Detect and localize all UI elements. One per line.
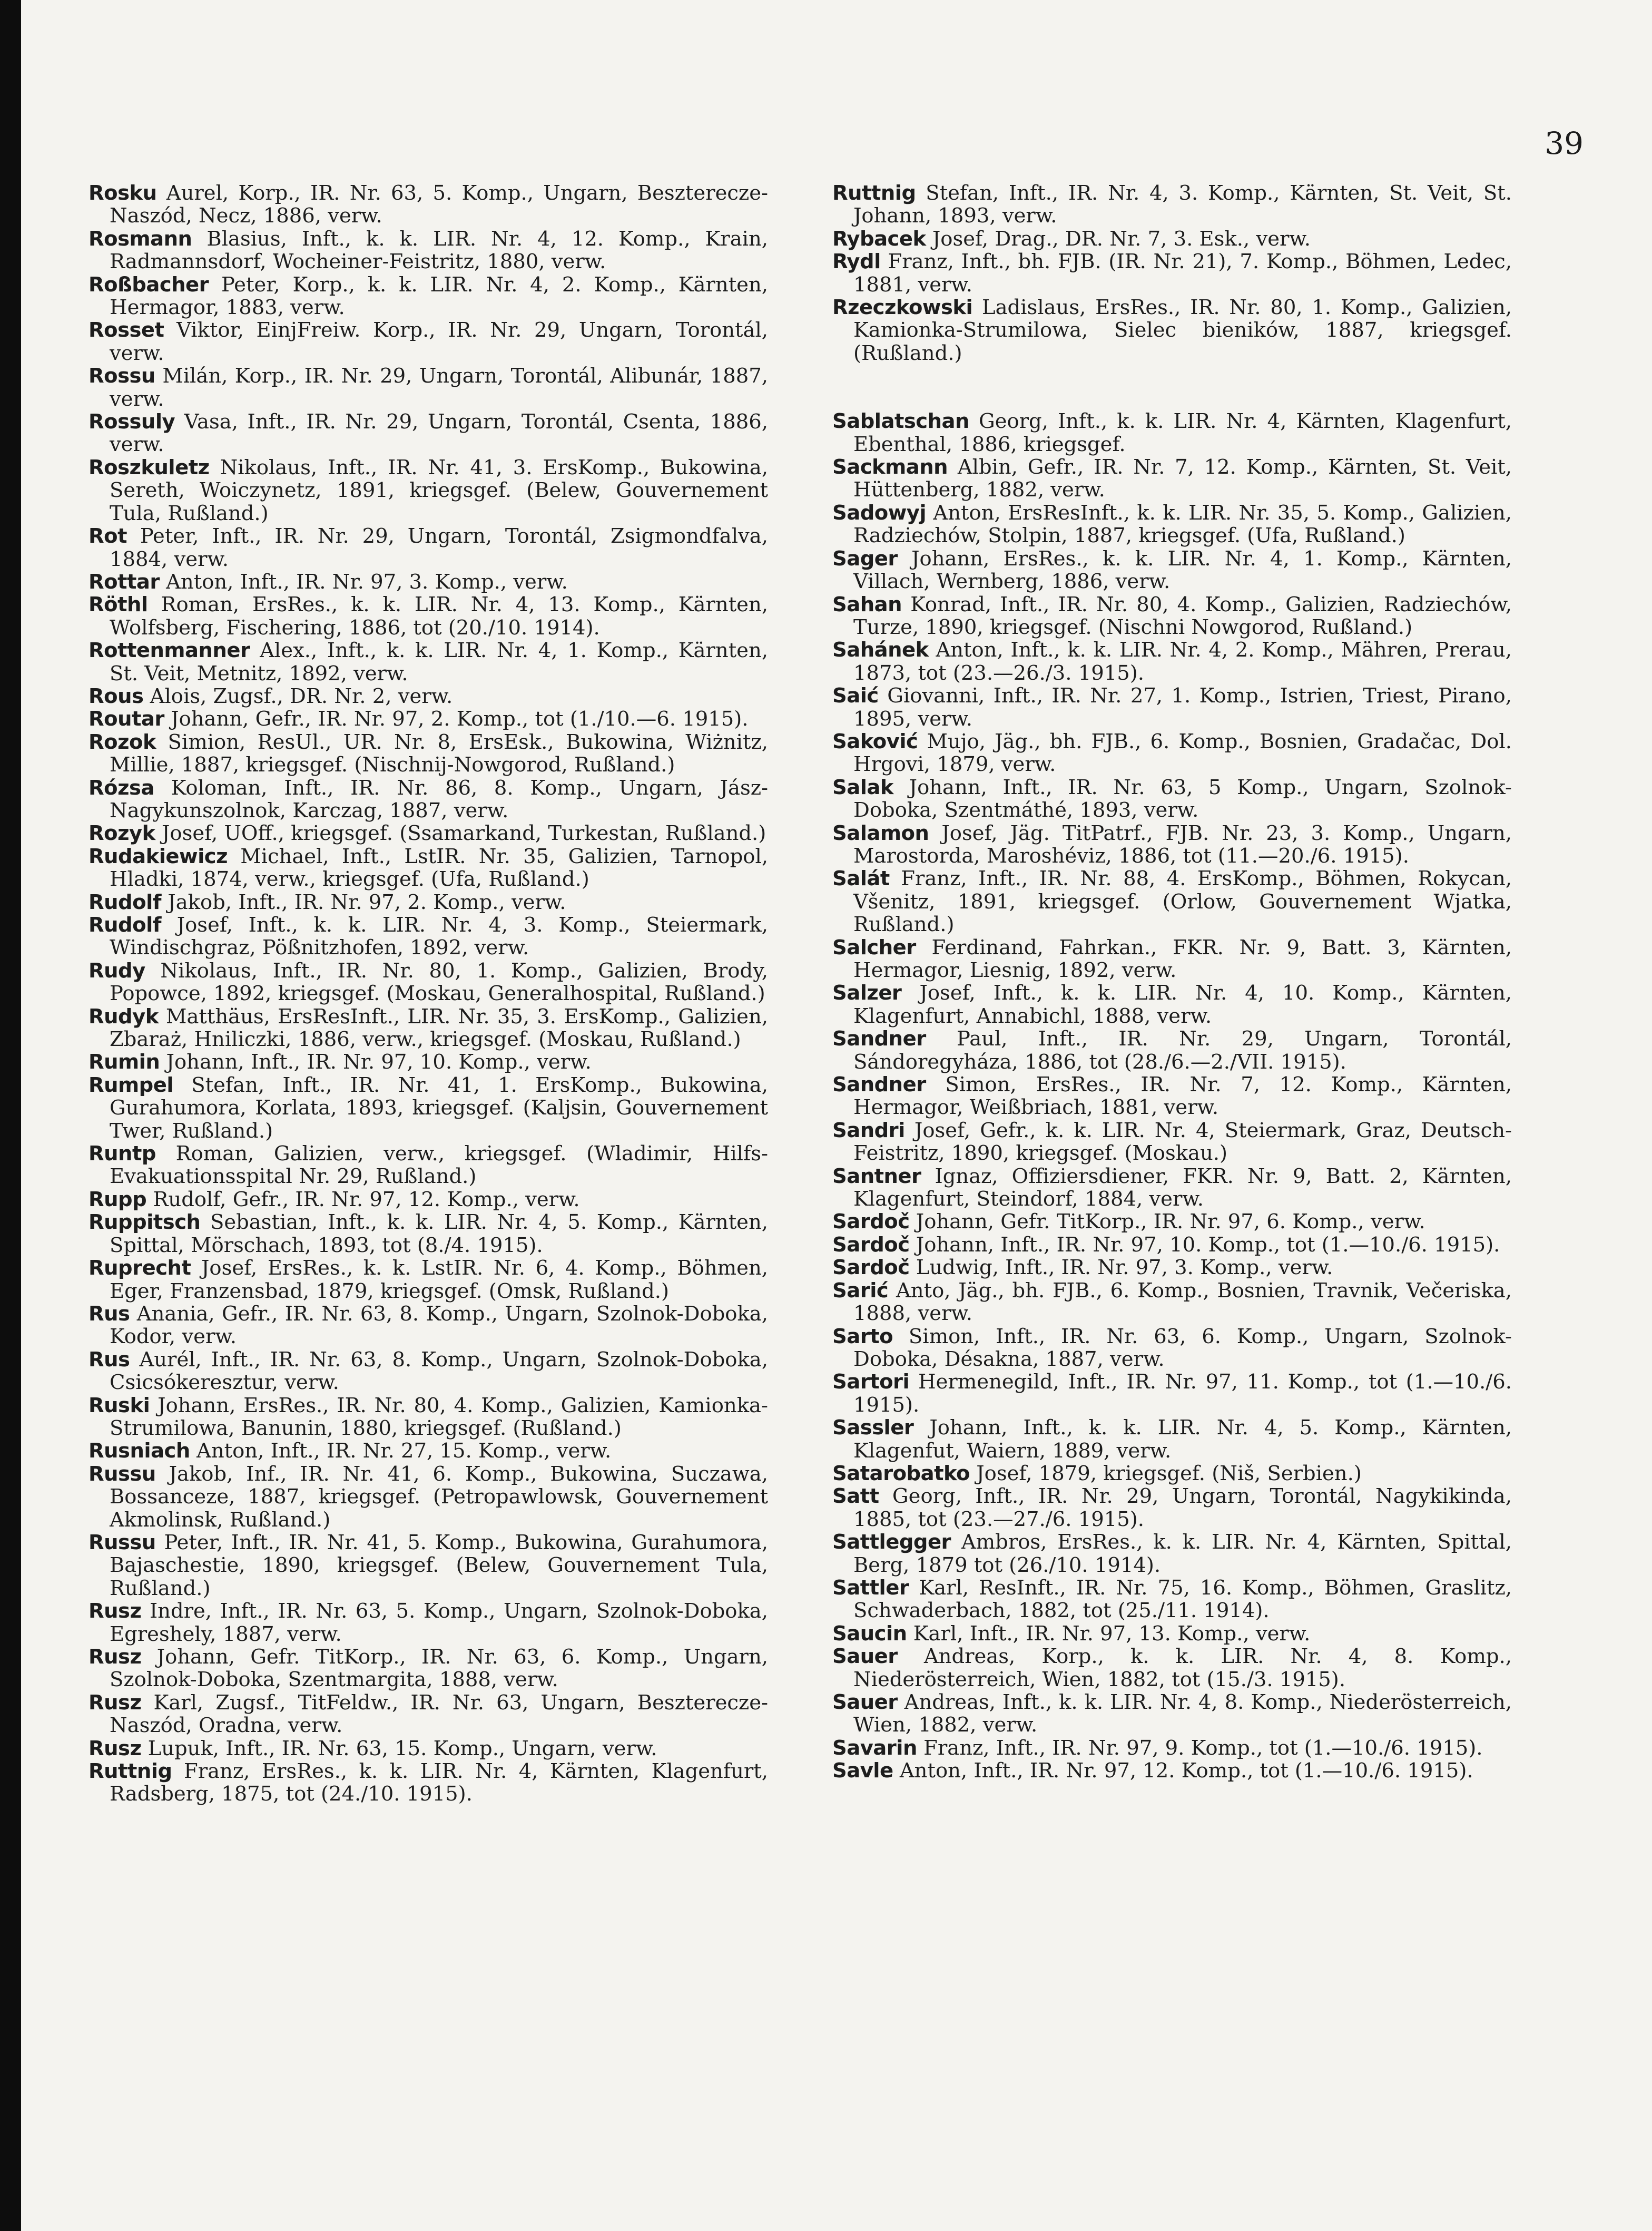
entry-details: Anton, Inft., k. k. LIR. Nr. 4, 2. Komp., Mähren, Prerau, 1873, tot (23.—26./3. 1915). [853, 638, 1512, 685]
register-entry [832, 1622, 1512, 1645]
entry-surname: Sardoč [832, 1210, 910, 1234]
register-entry [88, 365, 768, 410]
entry-surname: Salcher [832, 935, 916, 960]
register-entry [88, 319, 768, 365]
entry-surname: Routar [88, 707, 164, 731]
register-entry [832, 456, 1512, 502]
entry-surname: Sahánek [832, 638, 929, 662]
entry-surname: Rudy [88, 958, 145, 983]
register-entry [832, 684, 1512, 730]
entry-details: Anania, Gefr., IR. Nr. 63, 8. Komp., Ungarn, Szolnok-Doboka, Kodor, verw. [110, 1302, 768, 1349]
entry-surname: Rus [88, 1347, 130, 1372]
register-entry [88, 456, 768, 525]
entry-details: Ignaz, Offiziersdiener, FKR. Nr. 9, Batt. 2, Kärnten, Klagenfurt, Steindorf, 1884, verw. [853, 1164, 1512, 1211]
page-number: 39 [1545, 125, 1584, 161]
entry-details: Alois, Zugsf., DR. Nr. 2, verw. [150, 684, 453, 708]
entry-surname: Rus [88, 1302, 130, 1326]
entry-details: Anton, ErsResInft., k. k. LIR. Nr. 35, 5. Komp., Galizien, Radziechów, Stolpin, 1887, kriegsgef. (Ufa, Rußland.) [853, 501, 1512, 548]
register-entry [832, 1416, 1512, 1462]
entry-surname: Santner [832, 1164, 921, 1188]
register-entry [832, 547, 1512, 593]
register-entry [832, 822, 1512, 868]
right-column-s-entries [832, 410, 1512, 1782]
entry-details: Paul, Inft., IR. Nr. 29, Ungarn, Torontál, Sándoregyháza, 1886, tot (28./6.—2./VII. 1915). [853, 1027, 1512, 1074]
entry-details: Josef, Gefr., k. k. LIR. Nr. 4, Steiermark, Graz, Deutsch-Feistritz, 1890, kriegsgef. (Moskau.) [853, 1118, 1512, 1166]
register-entry [832, 1577, 1512, 1622]
entry-surname: Salamon [832, 821, 929, 845]
document-page [21, 0, 1652, 2231]
entry-surname: Rudakiewicz [88, 844, 228, 868]
register-entry [88, 1691, 768, 1737]
register-entry [88, 1760, 768, 1806]
entry-surname: Sattlegger [832, 1530, 951, 1554]
entry-details: Roman, ErsRes., k. k. LIR. Nr. 4, 13. Komp., Kärnten, Wolfsberg, Fischering, 1886, tot (20./10. 1914). [110, 593, 768, 640]
entry-details: Stefan, Inft., IR. Nr. 41, 1. ErsKomp., Bukowina, Gurahumora, Korlata, 1893, kriegsgef. (Kaljsin, Gouvernement Twer, Rußland.) [110, 1073, 768, 1143]
entry-surname: Russu [88, 1530, 156, 1554]
register-entry [832, 1462, 1512, 1485]
register-entry [88, 731, 768, 777]
register-entry [832, 639, 1512, 684]
entry-details: Sebastian, Inft., k. k. LIR. Nr. 4, 5. Komp., Kärnten, Spittal, Mörschach, 1893, tot (8./4. 1915). [110, 1210, 768, 1257]
entry-details: Anton, Inft., IR. Nr. 97, 3. Komp., verw. [166, 570, 568, 594]
register-entry [832, 593, 1512, 639]
entry-details: Andreas, Inft., k. k. LIR. Nr. 4, 8. Komp., Niederösterreich, Wien, 1882, verw. [853, 1690, 1512, 1737]
entry-details: Anton, Inft., IR. Nr. 97, 12. Komp., tot (1.—10./6. 1915). [899, 1759, 1473, 1783]
entry-details: Jakob, Inf., IR. Nr. 41, 6. Komp., Bukowina, Suczawa, Bossanceze, 1887, kriegsgef. (Petropawlowsk, Gouvernement Akmolinsk, Rußland.) [110, 1462, 768, 1532]
register-entry [832, 502, 1512, 547]
entry-surname: Savle [832, 1759, 893, 1783]
entry-surname: Rudolf [88, 890, 162, 914]
entry-details: Karl, Zugsf., TitFeldw., IR. Nr. 63, Ungarn, Beszterecze-Naszód, Oradna, verw. [110, 1690, 768, 1738]
register-entry [88, 273, 768, 319]
entry-surname: Röthl [88, 593, 148, 617]
entry-details: Johann, Inft., IR. Nr. 97, 10. Komp., tot (1.—10./6. 1915). [916, 1232, 1500, 1257]
entry-details: Franz, ErsRes., k. k. LIR. Nr. 4, Kärnten, Klagenfurt, Radsberg, 1875, tot (24./10. 1915). [110, 1759, 768, 1806]
entry-surname: Roßbacher [88, 272, 209, 297]
register-entry [88, 1600, 768, 1646]
entry-details: Josef, 1879, kriegsgef. (Niš, Serbien.) [976, 1461, 1362, 1485]
entry-surname: Sandri [832, 1118, 905, 1142]
register-entry [88, 1394, 768, 1440]
register-entry [88, 410, 768, 456]
entry-surname: Salzer [832, 981, 902, 1005]
register-entry [832, 228, 1512, 250]
entry-surname: Rybacek [832, 227, 926, 251]
register-entry [832, 1325, 1512, 1371]
entry-surname: Salát [832, 867, 890, 891]
entry-surname: Rudyk [88, 1004, 159, 1029]
entry-surname: Sahan [832, 592, 902, 617]
entry-details: Johann, Gefr. TitKorp., IR. Nr. 97, 6. Komp., verw. [916, 1210, 1425, 1234]
register-entry [88, 228, 768, 273]
letter-section-gap [832, 365, 1512, 410]
register-entry [832, 410, 1512, 456]
entry-surname: Sardoč [832, 1256, 910, 1280]
entry-details: Johann, Gefr. TitKorp., IR. Nr. 63, 6. Komp., Ungarn, Szolnok-Doboka, Szentmargita, 1888, verw. [110, 1645, 768, 1692]
entry-surname: Rottenmanner [88, 639, 250, 663]
register-entry [88, 1646, 768, 1691]
register-entry [832, 1256, 1512, 1279]
entry-details: Hermenegild, Inft., IR. Nr. 97, 11. Komp., tot (1.—10./6. 1915). [853, 1370, 1512, 1417]
entry-surname: Rydl [832, 250, 881, 274]
register-entry [832, 1485, 1512, 1531]
entry-surname: Satt [832, 1484, 879, 1509]
register-entry [832, 982, 1512, 1028]
entry-surname: Rosku [88, 181, 157, 205]
entry-surname: Sandner [832, 1073, 926, 1097]
entry-details: Franz, Inft., IR. Nr. 88, 4. ErsKomp., Böhmen, Rokycan, Všenitz, 1891, kriegsgef. (Orlow, Gouvernement Wjatka, Rußland.) [853, 867, 1512, 937]
register-entry [832, 296, 1512, 365]
entry-details: Giovanni, Inft., IR. Nr. 27, 1. Komp., Istrien, Triest, Pirano, 1895, verw. [853, 684, 1512, 731]
entry-surname: Sattler [832, 1576, 909, 1600]
register-entry [88, 1074, 768, 1142]
register-entry [832, 1119, 1512, 1165]
entry-details: Koloman, Inft., IR. Nr. 86, 8. Komp., Ungarn, Jász-Nagykunszolnok, Karczag, 1887, verw. [110, 776, 768, 823]
entry-details: Karl, ResInft., IR. Nr. 75, 16. Komp., Böhmen, Graslitz, Schwaderbach, 1882, tot (25./11. 1914). [853, 1576, 1512, 1623]
entry-surname: Rozok [88, 730, 156, 754]
entry-surname: Ruprecht [88, 1256, 191, 1280]
entry-details: Ludwig, Inft., IR. Nr. 97, 3. Komp., verw. [916, 1256, 1333, 1280]
entry-surname: Sassler [832, 1416, 914, 1440]
entry-surname: Ruttnig [88, 1759, 172, 1784]
entry-surname: Rossu [88, 364, 155, 388]
entry-details: Simon, ErsRes., IR. Nr. 7, 12. Komp., Kärnten, Hermagor, Weißbriach, 1881, verw. [853, 1073, 1512, 1120]
entry-details: Milán, Korp., IR. Nr. 29, Ungarn, Torontál, Alibunár, 1887, verw. [110, 364, 768, 411]
entry-surname: Runtp [88, 1142, 156, 1166]
register-entry [832, 250, 1512, 296]
entry-surname: Rupp [88, 1187, 147, 1211]
entry-surname: Sauer [832, 1690, 898, 1714]
register-entry [88, 1737, 768, 1760]
register-entry [832, 1759, 1512, 1782]
entry-details: Rudolf, Gefr., IR. Nr. 97, 12. Komp., verw. [153, 1187, 580, 1211]
entry-details: Georg, Inft., k. k. LIR. Nr. 4, Kärnten, Klagenfurt, Ebenthal, 1886, kriegsgef. [853, 409, 1512, 456]
entry-details: Viktor, EinjFreiw. Korp., IR. Nr. 29, Ungarn, Torontál, verw. [110, 318, 768, 365]
register-entry [88, 1211, 768, 1257]
entry-details: Franz, Inft., bh. FJB. (IR. Nr. 21), 7. Komp., Böhmen, Ledec, 1881, verw. [853, 250, 1512, 297]
register-entry [88, 891, 768, 914]
register-entry [88, 777, 768, 823]
entry-details: Anto, Jäg., bh. FJB., 6. Komp., Bosnien, Travnik, Večeriska, 1888, verw. [853, 1278, 1512, 1326]
entry-details: Vasa, Inft., IR. Nr. 29, Ungarn, Torontál, Csenta, 1886, verw. [110, 410, 768, 457]
entry-surname: Sager [832, 546, 898, 571]
register-entry [88, 525, 768, 571]
register-entry [88, 593, 768, 639]
entry-details: Georg, Inft., IR. Nr. 29, Ungarn, Torontál, Nagykikinda, 1885, tot (23.—27./6. 1915). [853, 1484, 1512, 1531]
entry-details: Ladislaus, ErsRes., IR. Nr. 80, 1. Komp., Galizien, Kamionka-Strumilowa, Sielec bieników, 1887, kriegsgef. (Rußland.) [853, 296, 1512, 365]
entry-surname: Rossuly [88, 410, 175, 434]
entry-surname: Sandner [832, 1027, 926, 1051]
entry-surname: Sablatschan [832, 409, 969, 434]
entry-details: Peter, Inft., IR. Nr. 41, 5. Komp., Bukowina, Gurahumora, Bajaschestie, 1890, kriegsgef. (Belew, Gouvernement Tula, Rußland.) [110, 1530, 768, 1600]
entry-details: Anton, Inft., IR. Nr. 27, 15. Komp., verw. [196, 1439, 612, 1463]
entry-details: Johann, ErsRes., k. k. LIR. Nr. 4, 1. Komp., Kärnten, Villach, Wernberg, 1886, verw. [853, 546, 1512, 594]
entry-surname: Saucin [832, 1621, 907, 1646]
entry-surname: Rot [88, 524, 127, 549]
register-entry [832, 1234, 1512, 1256]
entry-surname: Roszkuletz [88, 455, 210, 480]
entry-details: Johann, Inft., k. k. LIR. Nr. 4, 5. Komp., Kärnten, Klagenfut, Waiern, 1889, verw. [853, 1416, 1512, 1463]
entry-details: Johann, Inft., IR. Nr. 97, 10. Komp., verw. [166, 1050, 592, 1074]
entry-surname: Rumpel [88, 1073, 174, 1097]
entry-details: Josef, Jäg. TitPatrf., FJB. Nr. 23, 3. Komp., Ungarn, Marostorda, Maroshéviz, 1886, tot (11.—20./6. 1915). [853, 821, 1512, 868]
entry-details: Josef, Inft., k. k. LIR. Nr. 4, 3. Komp., Steiermark, Windischgraz, Pößnitzhofen, 1892, verw. [110, 913, 768, 960]
entry-surname: Satarobatko [832, 1461, 970, 1485]
register-entry [832, 867, 1512, 936]
register-entry [88, 685, 768, 708]
entry-details: Josef, ErsRes., k. k. LstIR. Nr. 6, 4. Komp., Böhmen, Eger, Franzensbad, 1879, kriegsgef. (Omsk, Rußland.) [110, 1256, 768, 1303]
entry-surname: Sauer [832, 1645, 898, 1669]
entry-surname: Sarić [832, 1278, 889, 1303]
entry-details: Michael, Inft., LstIR. Nr. 35, Galizien, Tarnopol, Hladki, 1874, verw., kriegsgef. (Ufa, Rußland.) [110, 844, 768, 892]
register-entry [88, 571, 768, 593]
entry-surname: Rous [88, 684, 144, 708]
entry-details: Jakob, Inft., IR. Nr. 97, 2. Komp., verw. [168, 890, 566, 914]
entry-details: Stefan, Inft., IR. Nr. 4, 3. Komp., Kärnten, St. Veit, St. Johann, 1893, verw. [853, 181, 1512, 228]
entry-surname: Sartori [832, 1370, 910, 1394]
entry-surname: Savarin [832, 1736, 917, 1760]
register-entry [832, 1531, 1512, 1577]
right-column [832, 182, 1512, 1783]
entry-surname: Ruppitsch [88, 1210, 201, 1235]
register-entry [88, 182, 768, 228]
register-entry [88, 1531, 768, 1600]
entry-surname: Sadowyj [832, 501, 927, 525]
entry-surname: Russu [88, 1462, 156, 1486]
register-entry [832, 730, 1512, 776]
entry-surname: Rusz [88, 1599, 142, 1623]
entry-surname: Ruttnig [832, 181, 916, 205]
register-entry [832, 182, 1512, 228]
entry-details: Johann, Inft., IR. Nr. 63, 5 Komp., Ungarn, Szolnok-Doboka, Szentmáthé, 1893, verw. [853, 775, 1512, 823]
entry-details: Ferdinand, Fahrkan., FKR. Nr. 9, Batt. 3, Kärnten, Hermagor, Liesnig, 1892, verw. [853, 935, 1512, 982]
entry-details: Andreas, Korp., k. k. LIR. Nr. 4, 8. Komp., Niederösterreich, Wien, 1882, tot (15./3. 1915). [853, 1645, 1512, 1691]
entry-surname: Rosmann [88, 227, 192, 251]
entry-details: Nikolaus, Inft., IR. Nr. 80, 1. Komp., Galizien, Brody, Popowce, 1892, kriegsgef. (Moskau, Generalhospital, Rußland.) [110, 958, 768, 1006]
register-entry [88, 708, 768, 730]
entry-surname: Rumin [88, 1050, 160, 1074]
register-entry [88, 1142, 768, 1188]
entry-surname: Saić [832, 684, 879, 708]
register-entry [88, 822, 768, 845]
entry-surname: Rozyk [88, 821, 155, 846]
entry-surname: Rzeczkowski [832, 296, 973, 320]
register-entry [88, 1188, 768, 1211]
entry-details: Simon, Inft., IR. Nr. 63, 6. Komp., Ungarn, Szolnok-Doboka, Désakna, 1887, verw. [853, 1324, 1512, 1371]
entry-surname: Rosset [88, 318, 164, 343]
register-entry [832, 1165, 1512, 1211]
entry-details: Johann, Gefr., IR. Nr. 97, 2. Komp., tot (1./10.—6. 1915). [171, 707, 749, 731]
register-entry [88, 1348, 768, 1394]
entry-details: Roman, Galizien, verw., kriegsgef. (Wladimir, Hilfs-Evakuationsspital Nr. 29, Rußland.) [110, 1142, 768, 1189]
register-entry [832, 936, 1512, 982]
entry-surname: Ruski [88, 1393, 150, 1417]
entry-surname: Rusniach [88, 1439, 190, 1463]
entry-details: Karl, Inft., IR. Nr. 97, 13. Komp., verw. [913, 1621, 1311, 1646]
entry-details: Josef, Inft., k. k. LIR. Nr. 4, 10. Komp., Kärnten, Klagenfurt, Annabichl, 1888, verw. [853, 981, 1512, 1028]
entry-details: Konrad, Inft., IR. Nr. 80, 4. Komp., Galizien, Radziechów, Turze, 1890, kriegsgef. (Nischni Nowgorod, Rußland.) [853, 592, 1512, 639]
register-entry [88, 1005, 768, 1051]
register-entry [88, 639, 768, 685]
entry-surname: Rottar [88, 570, 160, 594]
register-entry [88, 1440, 768, 1462]
entry-details: Alex., Inft., k. k. LIR. Nr. 4, 1. Komp., Kärnten, St. Veit, Metnitz, 1892, verw. [110, 639, 768, 686]
register-entry [832, 1645, 1512, 1691]
register-entry [832, 1210, 1512, 1233]
right-column-r-entries [832, 182, 1512, 365]
entry-details: Aurél, Inft., IR. Nr. 63, 8. Komp., Ungarn, Szolnok-Doboka, Csicsókeresztur, verw. [110, 1347, 768, 1395]
entry-details: Aurel, Korp., IR. Nr. 63, 5. Komp., Ungarn, Beszterecze-Naszód, Necz, 1886, verw. [110, 181, 768, 228]
entry-surname: Rusz [88, 1690, 142, 1715]
entry-details: Nikolaus, Inft., IR. Nr. 41, 3. ErsKomp., Bukowina, Sereth, Woiczynetz, 1891, kriegsgef. (Belew, Gouvernement Tula, Rußland.) [110, 455, 768, 525]
entry-surname: Sardoč [832, 1232, 910, 1257]
entry-surname: Rudolf [88, 913, 162, 937]
entry-details: Lupuk, Inft., IR. Nr. 63, 15. Komp., Ungarn, verw. [148, 1736, 657, 1760]
entry-details: Josef, Drag., DR. Nr. 7, 3. Esk., verw. [932, 227, 1311, 251]
register-entry [88, 1303, 768, 1348]
entry-details: Peter, Inft., IR. Nr. 29, Ungarn, Torontál, Zsigmondfalva, 1884, verw. [110, 524, 768, 571]
entry-surname: Sackmann [832, 455, 948, 480]
register-entry [88, 1463, 768, 1531]
entry-surname: Rusz [88, 1736, 142, 1760]
entry-details: Matthäus, ErsResInft., LIR. Nr. 35, 3. ErsKomp., Galizien, Zbaraż, Hniliczki, 1886, verw., kriegsgef. (Moskau, Rußland.) [110, 1004, 768, 1052]
register-entry [832, 1737, 1512, 1759]
entry-surname: Rózsa [88, 776, 154, 800]
register-entry [88, 1051, 768, 1073]
entry-details: Johann, ErsRes., IR. Nr. 80, 4. Komp., Galizien, Kamionka-Strumilowa, Banunin, 1880, kriegsgef. (Rußland.) [110, 1393, 768, 1440]
register-entry [832, 1073, 1512, 1119]
register-entry [832, 1279, 1512, 1325]
register-entry [832, 1371, 1512, 1416]
entry-surname: Sarto [832, 1324, 893, 1348]
entry-surname: Saković [832, 729, 918, 754]
register-entry [88, 914, 768, 960]
register-entry [88, 960, 768, 1005]
entry-details: Ambros, ErsRes., k. k. LIR. Nr. 4, Kärnten, Spittal, Berg, 1879 tot (26./10. 1914). [853, 1530, 1512, 1577]
register-entry [832, 776, 1512, 822]
register-entry [88, 1257, 768, 1303]
entry-surname: Rusz [88, 1645, 142, 1669]
entry-details: Josef, UOff., kriegsgef. (Ssamarkand, Turkestan, Rußland.) [161, 821, 766, 846]
entry-details: Simion, ResUl., UR. Nr. 8, ErsEsk., Bukowina, Wiżnitz, Millie, 1887, kriegsgef. (Nischnij-Nowgorod, Rußland.) [110, 730, 768, 777]
entry-details: Peter, Korp., k. k. LIR. Nr. 4, 2. Komp., Kärnten, Hermagor, 1883, verw. [110, 272, 768, 320]
entry-details: Blasius, Inft., k. k. LIR. Nr. 4, 12. Komp., Krain, Radmannsdorf, Wocheiner-Feistritz, 1880, verw. [110, 227, 768, 274]
register-entry [832, 1028, 1512, 1073]
register-entry [832, 1691, 1512, 1737]
entry-details: Indre, Inft., IR. Nr. 63, 5. Komp., Ungarn, Szolnok-Doboka, Egreshely, 1887, verw. [110, 1599, 768, 1646]
entry-details: Albin, Gefr., IR. Nr. 7, 12. Komp., Kärnten, St. Veit, Hüttenberg, 1882, verw. [853, 455, 1512, 502]
entry-details: Franz, Inft., IR. Nr. 97, 9. Komp., tot (1.—10./6. 1915). [923, 1736, 1483, 1760]
register-entry [88, 845, 768, 891]
entry-surname: Salak [832, 775, 893, 799]
left-column [88, 182, 768, 1806]
entry-details: Mujo, Jäg., bh. FJB., 6. Komp., Bosnien, Gradačac, Dol. Hrgovi, 1879, verw. [853, 729, 1512, 777]
